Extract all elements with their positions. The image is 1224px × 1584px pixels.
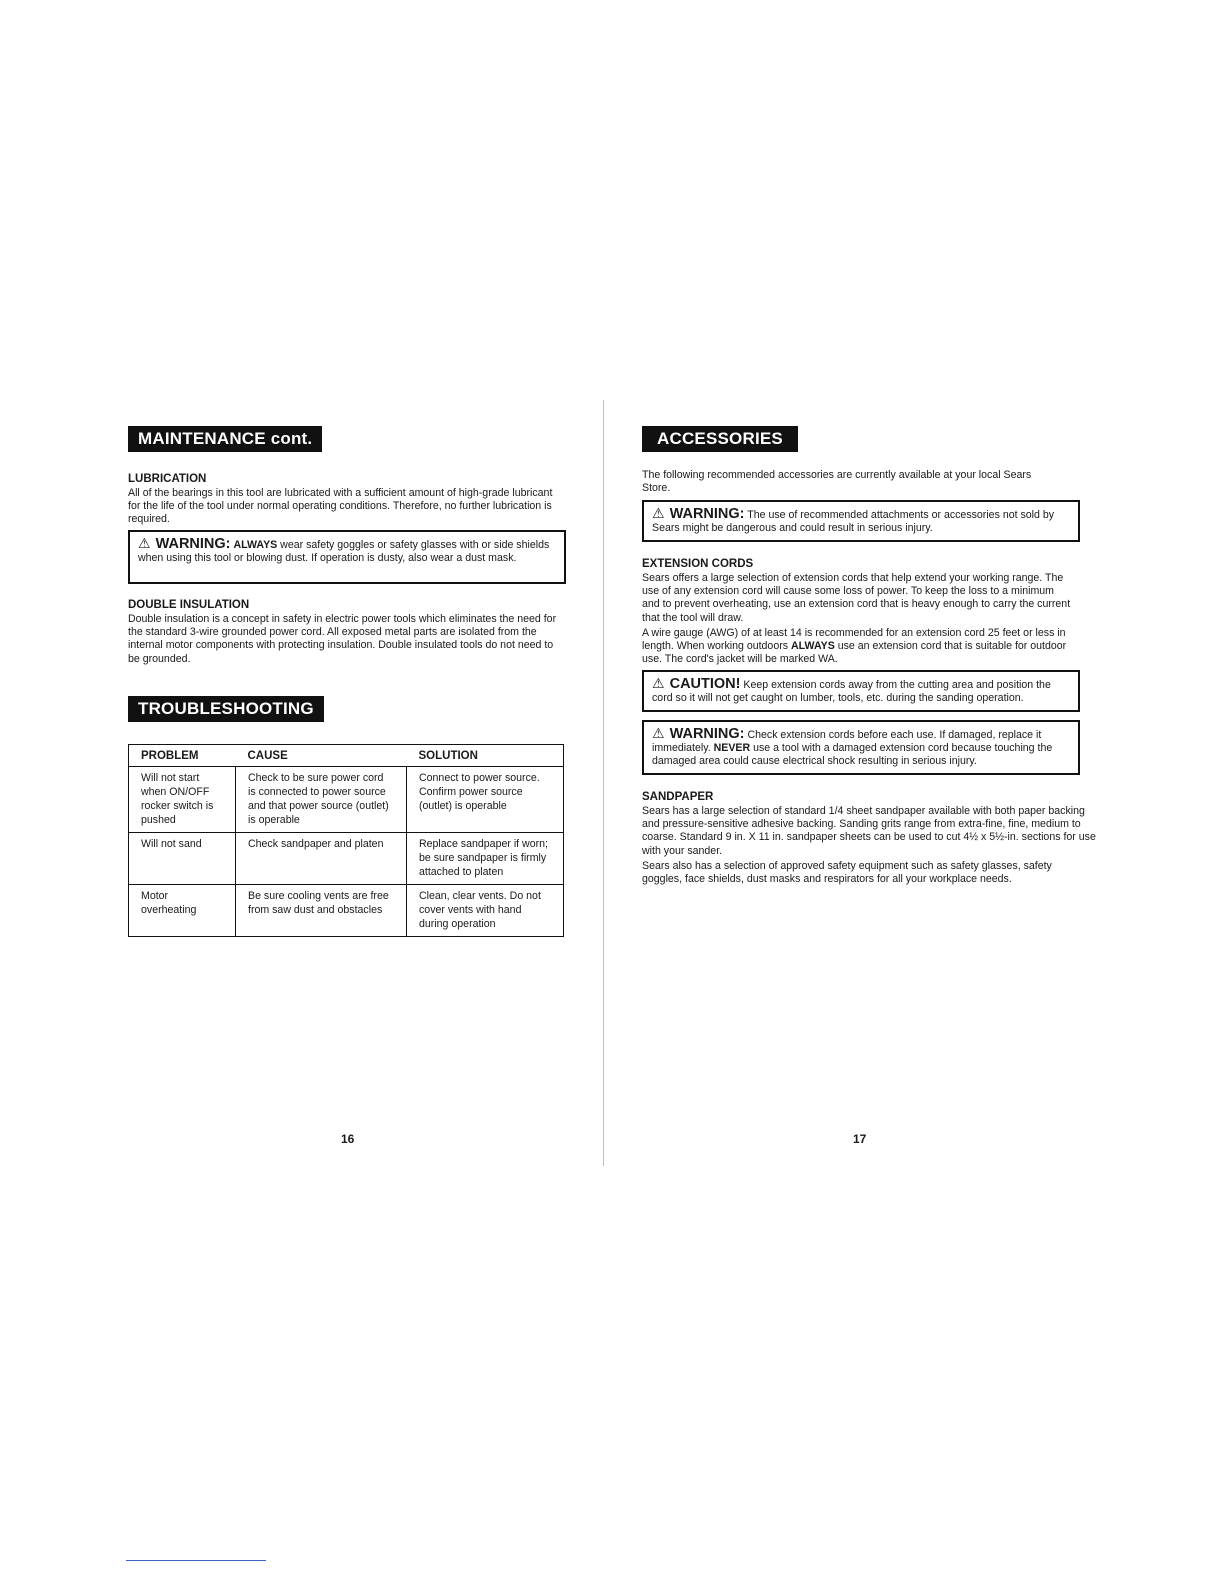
lubrication-heading: LUBRICATION: [128, 473, 207, 485]
warning-heading: [652, 726, 745, 742]
double-insulation-text: Double insulation is a concept in safety in electric power tools which eliminates the need for the standard 3-wire grounded power cord. All exposed metal parts are isolated from the internal motor components with protecting insulation. Double insulated tools do not need to be grounded.: [128, 613, 557, 665]
page-number-right: 17: [853, 1132, 867, 1146]
warning-box-extension-cords: [642, 720, 1080, 775]
warning-lead: ALWAYS: [233, 539, 278, 551]
warning-label: WARNING:: [155, 536, 231, 552]
warning-text: The use of recommended attachments or accessories not sold by Sears might be dangerous and could result in serious injury.: [652, 509, 1055, 534]
table-row: [129, 885, 564, 937]
warning-box-goggles: [128, 530, 566, 584]
table-cell: Motor overheating: [129, 885, 236, 937]
table-cell: Check sandpaper and platen: [236, 833, 407, 885]
warning-heading: [138, 536, 231, 552]
troubleshooting-banner: TROUBLESHOOTING: [128, 696, 324, 722]
troubleshooting-table: [128, 744, 564, 937]
warning-text-part1: Check extension cords before each use. If damaged, replace it immediately.: [652, 729, 1042, 754]
lubrication-text: All of the bearings in this tool are lubricated with a sufficient amount of high-grade lubricant for the life of the tool under normal operating conditions. Therefore, no further lubrication is required.: [128, 487, 553, 526]
warning-triangle-icon: ⚠: [652, 506, 665, 522]
column-header-solution: SOLUTION: [407, 745, 564, 767]
table-cell: Will not start when ON/OFF rocker switch is pushed: [129, 767, 236, 833]
awg-text-always: ALWAYS: [791, 640, 835, 653]
extension-cords-awg-text: [642, 627, 1078, 667]
warning-text-part2: use a tool with a damaged extension cord because touching the damaged area could cause electrical shock resulting in serious injury.: [652, 742, 1053, 767]
caution-label: CAUTION!: [669, 676, 741, 692]
column-header-cause: CAUSE: [236, 745, 407, 767]
extension-cords-heading: EXTENSION CORDS: [642, 558, 754, 570]
warning-triangle-icon: ⚠: [652, 726, 665, 742]
warning-box-attachments: [642, 500, 1080, 542]
table-cell: Will not sand: [129, 833, 236, 885]
maintenance-banner: MAINTENANCE cont.: [128, 426, 322, 452]
caution-heading: [652, 676, 740, 692]
warning-label: WARNING:: [669, 726, 745, 742]
table-cell: Connect to power source. Confirm power source (outlet) is operable: [407, 767, 564, 833]
extension-cords-text: Sears offers a large selection of extension cords that help extend your working range. The use of any extension cord will cause some loss of power. To keep the loss to a minimum and to prevent overheating, use an extension cord that is heavy enough to carry the current that the tool will draw.: [642, 572, 1071, 624]
table-cell: Clean, clear vents. Do not cover vents with hand during operation: [407, 885, 564, 937]
column-header-problem: PROBLEM: [129, 745, 236, 767]
caution-box: [642, 670, 1080, 712]
warning-label: WARNING:: [669, 506, 745, 522]
page-divider: [603, 400, 604, 1166]
safety-equipment-text: Sears also has a selection of approved safety equipment such as safety glasses, safety goggles, face shields, dust masks and respirators for all your workplace needs.: [642, 860, 1052, 886]
warning-triangle-icon: ⚠: [652, 676, 665, 692]
bottom-rule: [126, 1560, 266, 1561]
accessories-intro: The following recommended accessories are currently available at your local Sears Store.: [642, 469, 1032, 495]
double-insulation-heading: DOUBLE INSULATION: [128, 599, 250, 611]
warning-heading: [652, 506, 745, 522]
table-cell: Replace sandpaper if worn; be sure sandpaper is firmly attached to platen: [407, 833, 564, 885]
warning-triangle-icon: ⚠: [138, 536, 151, 552]
sandpaper-heading: SANDPAPER: [642, 791, 714, 803]
warning-text-never: NEVER: [713, 742, 751, 754]
caution-text: Keep extension cords away from the cutting area and position the cord so it will not get caught on lumber, tools, etc. during the sanding operation.: [652, 679, 1051, 704]
accessories-banner: ACCESSORIES: [642, 426, 798, 452]
table-row: [129, 833, 564, 885]
table-cell: Check to be sure power cord is connected to power source and that power source (outlet) is operable: [236, 767, 407, 833]
awg-text-part1: A wire gauge (AWG) of at least 14 is recommended for an extension cord 25 feet or less in length. When working outdoors: [642, 627, 1066, 653]
table-header-row: [129, 745, 564, 767]
warning-text: wear safety goggles or safety glasses with or side shields when using this tool or blowing dust. If operation is dusty, also wear a dust mask.: [138, 539, 550, 564]
sandpaper-text: Sears has a large selection of standard 1/4 sheet sandpaper available with both paper backing and pressure-sensitive adhesive backing. Sanding grits range from extra-fine, fine, medium to coarse. Standard 9 in. X 11 in. sandpaper sheets can be used to cut 4½ x 5½-in. sections for use with your sander.: [642, 805, 1096, 857]
table-cell: Be sure cooling vents are free from saw dust and obstacles: [236, 885, 407, 937]
table-row: [129, 767, 564, 833]
awg-text-part2: use an extension cord that is suitable for outdoor use. The cord's jacket will be marked WA.: [642, 640, 1067, 666]
page-number-left: 16: [341, 1132, 355, 1146]
